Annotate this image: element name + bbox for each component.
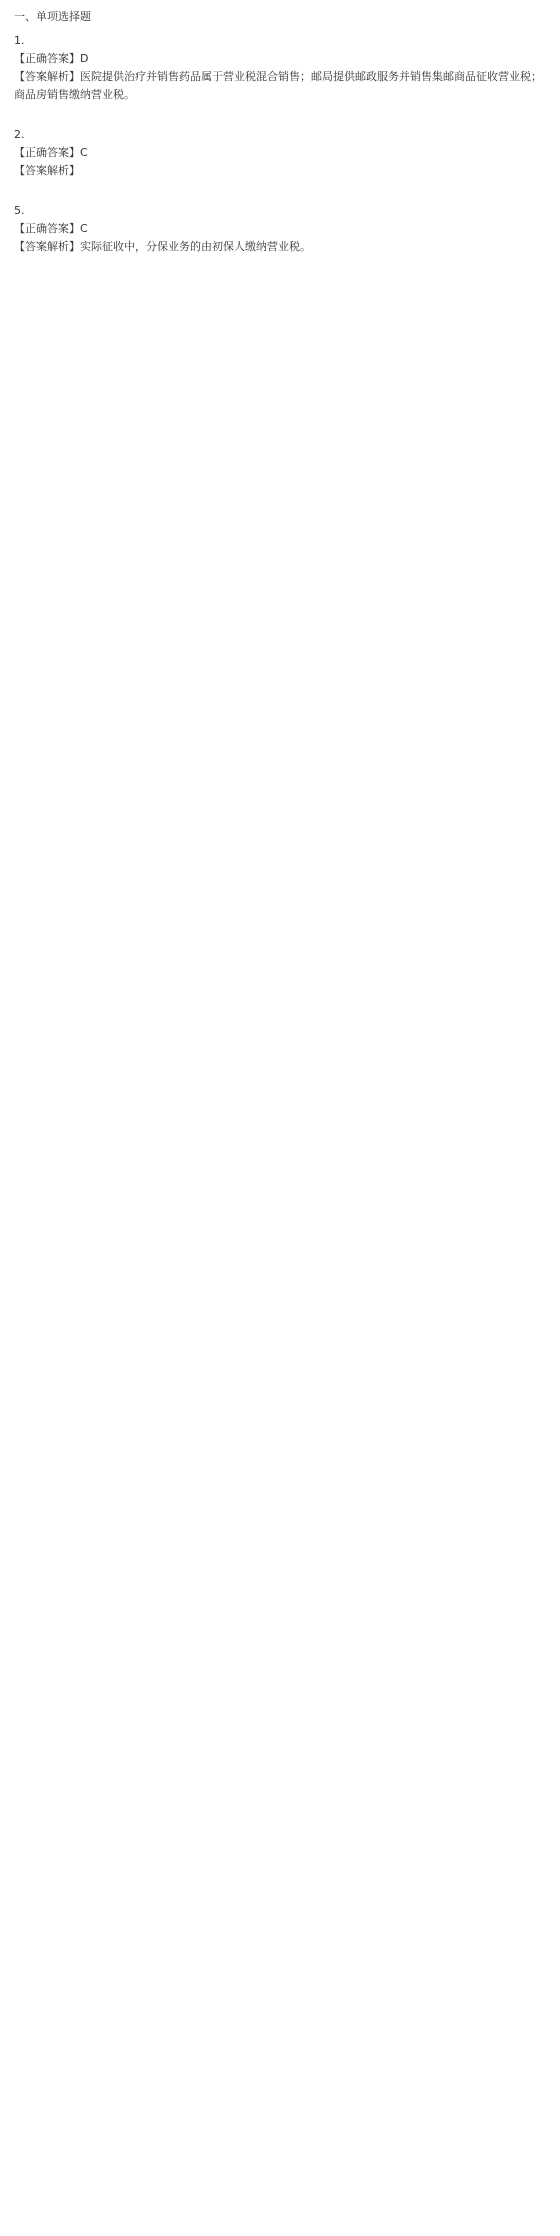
answer-value: C	[80, 146, 88, 159]
analysis-label: 【答案解析】	[14, 70, 80, 83]
analysis-line	[14, 162, 546, 180]
answer-label: 【正确答案】	[14, 146, 80, 159]
question-number: 2.	[14, 128, 25, 141]
analysis-label: 【答案解析】	[14, 240, 80, 253]
question-item	[14, 32, 546, 104]
answer-value: C	[80, 222, 88, 235]
answer-value: D	[80, 52, 89, 65]
question-number: 5.	[14, 204, 25, 217]
analysis-line	[14, 238, 546, 256]
answer-line	[14, 144, 546, 162]
answer-label: 【正确答案】	[14, 52, 80, 65]
section-title: 一、单项选择题	[14, 10, 91, 23]
answer-sheet	[0, 0, 560, 256]
question-number: 1.	[14, 34, 25, 47]
analysis-line	[14, 68, 546, 104]
answer-label: 【正确答案】	[14, 222, 80, 235]
answer-line	[14, 220, 546, 238]
answer-line	[14, 50, 546, 68]
question-item	[14, 202, 546, 256]
analysis-label: 【答案解析】	[14, 164, 80, 177]
question-item	[14, 126, 546, 180]
analysis-text: 医院提供治疗并销售药品属于营业税混合销售；邮局提供邮政服务并销售集邮商品征收营业税；商品房销售缴纳营业税。	[14, 70, 542, 101]
analysis-text: 实际征收中，分保业务的由初保人缴纳营业税。	[80, 240, 311, 253]
